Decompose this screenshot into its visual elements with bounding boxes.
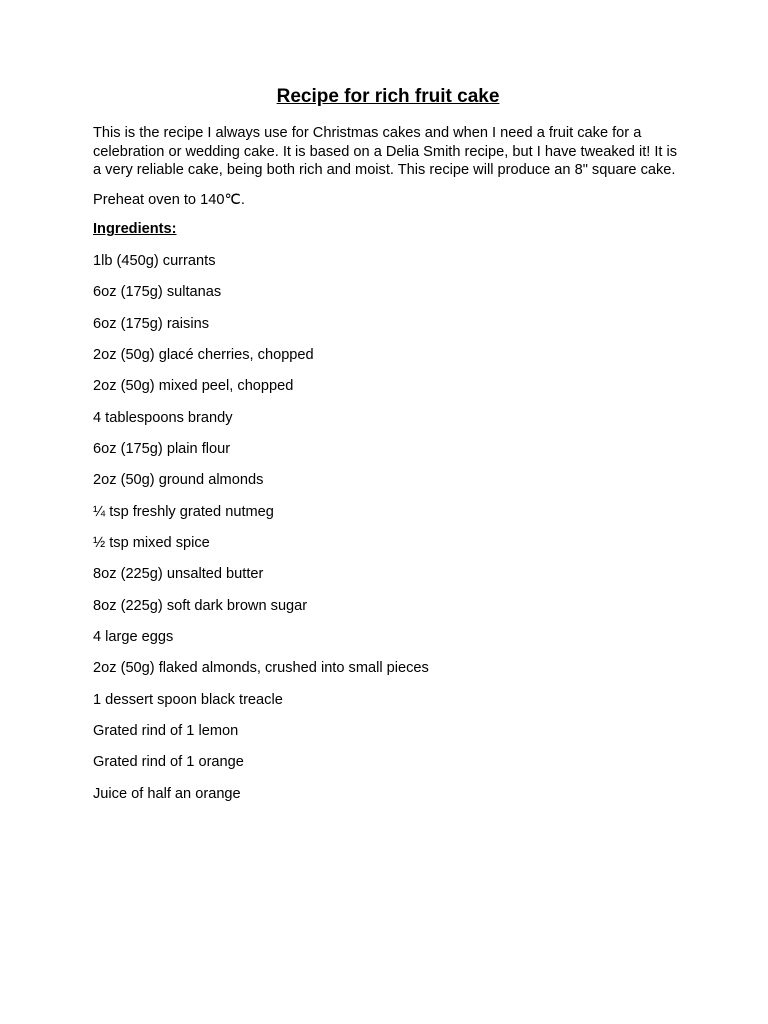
ingredient-item: 2oz (50g) flaked almonds, crushed into small pieces <box>93 660 429 677</box>
ingredient-item: 2oz (50g) ground almonds <box>93 472 264 489</box>
ingredients-heading: Ingredients: <box>93 221 177 238</box>
ingredient-item: ¼ tsp freshly grated nutmeg <box>93 503 274 520</box>
ingredient-item: 6oz (175g) sultanas <box>93 284 222 301</box>
ingredient-item: Juice of half an orange <box>93 785 241 802</box>
ingredient-item: 6oz (175g) plain flour <box>93 441 231 458</box>
ingredient-item: 4 large eggs <box>93 629 174 646</box>
ingredient-item: 1lb (450g) currants <box>93 252 216 269</box>
ingredient-item: 1 dessert spoon black treacle <box>93 691 283 708</box>
ingredient-item: Grated rind of 1 lemon <box>93 723 239 740</box>
document-title: Recipe for rich fruit cake <box>276 86 500 107</box>
ingredient-item: 4 tablespoons brandy <box>93 409 233 426</box>
ingredient-item: 2oz (50g) mixed peel, chopped <box>93 378 294 395</box>
ingredient-item: Grated rind of 1 orange <box>93 754 244 771</box>
ingredient-item: ½ tsp mixed spice <box>93 535 210 552</box>
document-page <box>93 84 683 816</box>
preheat-instruction: Preheat oven to 140℃. <box>93 191 245 208</box>
intro-paragraph: This is the recipe I always use for Christmas cakes and when I need a fruit cake for a celebration or wedding cake. It is based on a Delia Smith recipe, but I have tweaked it! It is a very reliable cake, being both rich and moist. This recipe will produce an 8" square cake. <box>93 125 678 179</box>
ingredient-list <box>93 252 683 803</box>
ingredient-item: 2oz (50g) glacé cherries, chopped <box>93 347 314 363</box>
ingredient-item: 8oz (225g) unsalted butter <box>93 566 264 583</box>
ingredient-item: 8oz (225g) soft dark brown sugar <box>93 597 308 614</box>
ingredient-item: 6oz (175g) raisins <box>93 315 209 332</box>
